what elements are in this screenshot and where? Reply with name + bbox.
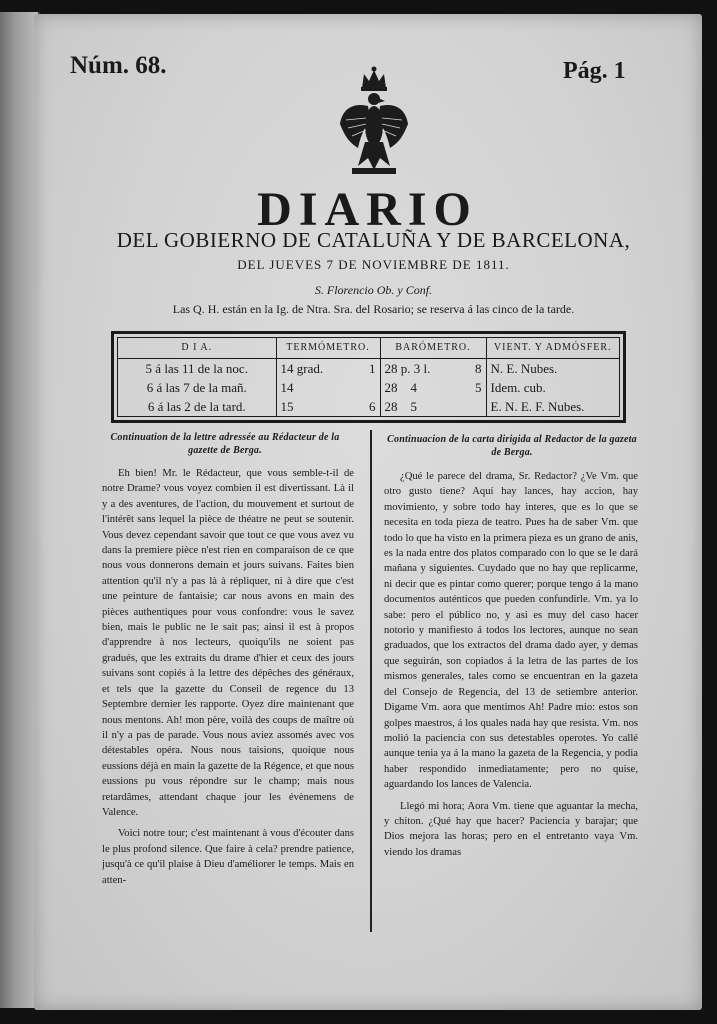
barometer-value: 28 5 — [384, 398, 417, 414]
article-paragraph: Eh bien! Mr. le Rédacteur, que vous semble-t-il de notre Drame? vous voyez combien il est divertissant. Là il y a des aventures, de l'action, du mouvement et surtout de l'intérêt sans lequel la pièce de théatre ne peut se soutenir. Vous devez cependant savoir que tout ce que vous avez vu dans la premiere pièce n'est rien en comparaison de ce que nous vous donnerons demain et jours suivans. Faites bien attention qu'il n'y a pas là à répliquer, ni à dire que c'est une peinture de fantaisie; car nous avons en main des pièces authentiques pour vous confondre: vous le savez bien, mais le public ne le sait pas; ainsi il est à propos d'apprendre à nos lecteurs, quoiqu'ils ne soient pas gradués, que les extraits du drame d'hier et ceux des jours suivans sont copiés à la lettre des dépêches des généraux, et tels que la gazette du Conseil de regence du 13 Septembre dernier les rapporte. Oyez dire maintenant que nous mentons. Ah! mon père, voilà des coups de maître où il n'y a pas de parade. Vous nous aviez assomés avec vos détestables opéra. Nous nous taisions, quoique nous eussions déjà en main la gazette de la Régence, et que nous eussions pu vous répondre sur le champ; mais nous retardâmes, attendant chaque jour les évènemens de Valence. — [102, 468, 354, 818]
church-notice: Las Q. H. están en la Ig. de Ntra. Sra. del Rosario; se reserva á las cinco de la tarde. — [172, 302, 575, 316]
spanish-article-title: Continuacion de la carta dirigida al Redactor de la gazeta de Berga. — [387, 434, 637, 458]
barometer-value: 28 4 — [384, 379, 417, 395]
thermometer-fraction: 1 — [369, 360, 376, 376]
article-paragraph: Voici notre tour; c'est maintenant à vous d'écouter dans le plus profond silence. Que faire à cela? prendre patience, jusqu'à ce qu'il plaise à Dieu d'améliorer le temps. Mais en atten- — [102, 828, 354, 886]
barometer-fraction: 5 — [475, 379, 482, 395]
saint-of-day: S. Florencio Ob. y Conf. — [314, 283, 433, 297]
thermometer-value: 14 — [280, 379, 294, 395]
weather-header-thermometer: TERMÓMETRO. — [276, 338, 380, 358]
article-paragraph: ¿Qué le parece del drama, Sr. Redactor? ¿Ve Vm. que otro gusto tiene? Aquí hay lances, hay accion, hay movimiento, y sobre todo hay interes, que es lo que se necesita en toda pieza de teatro. Pues ha de saber Vm. que todo lo que ha visto en la primera pieza es un grano de anis, es la nada entre dos platos comparado con lo que se le dará mañana y siguientes. Cuydado que no hay que replicarme, ni decir que es pintar como querer; porque tengo á la mano documentos auténticos que pueden confundirle. Vm. ya lo sabe: pero el público no, y asi es muy del caso hacer notorio y manifiesto á todos los lectores, aunque no sean graduados, que los extractos del drama dado ayer, y demas que seguirán, son copiados á la letra de las partes de los mismos generales, tales como se encuentran en la gazeta del Consejo de Regencia, del 13 de setiembre anterior. Digame Vm. aora que mentimos Ah! Padre mio: estos son golpes maestros, á los quales nada hay que resista. Vm. nos molió la paciencia con sus detestables operotes. Yo callé aunque tenia ya á la mano la gazeta de la Regencia, y podia haber respondido inmediatamente; pero no quise, aguardando los lances de Valencia. — [384, 471, 638, 791]
wind-cell: Idem. cub. — [490, 379, 546, 395]
thermometer-value: 14 grad. — [280, 360, 324, 376]
column-divider — [370, 430, 372, 932]
wind-cell: E. N. E. F. Nubes. — [490, 398, 585, 414]
spanish-article-body — [384, 469, 638, 924]
page-number: Pág. 1 — [563, 58, 626, 84]
weather-day-cell: 5 á las 11 de la noc. — [118, 358, 276, 378]
crowned-eagle-emblem-icon — [338, 62, 410, 180]
newspaper-title: DIARIO — [257, 183, 478, 236]
french-article-body — [102, 466, 354, 926]
table-row — [118, 358, 619, 378]
weather-header-barometer: BARÓMETRO. — [380, 338, 486, 358]
french-article-title: Continuation de la lettre adressée au Rédacteur de la gazette de Berga. — [110, 432, 340, 456]
issue-date: DEL JUEVES 7 DE NOVIEMBRE DE 1811. — [237, 257, 510, 272]
wind-cell: N. E. Nubes. — [490, 360, 558, 376]
weather-table — [111, 331, 626, 423]
barometer-value: 28 p. 3 l. — [384, 360, 431, 376]
thermometer-value: 15 — [280, 398, 294, 414]
article-paragraph: Llegó mi hora; Aora Vm. tiene que aguantar la mecha, y chiton. ¿Qué hay que hacer? Paciencia y barajar; que Dios mejora las horas; pero en el entretanto vaya Vm. viendo los dramas — [384, 800, 638, 858]
barometer-fraction: 8 — [475, 360, 482, 376]
weather-day-cell: 6 á las 7 de la mañ. — [118, 378, 276, 397]
newspaper-subtitle: DEL GOBIERNO DE CATALUÑA Y DE BARCELONA, — [116, 228, 631, 252]
table-row — [118, 397, 619, 416]
table-row — [118, 378, 619, 397]
weather-day-cell: 6 á las 2 de la tard. — [118, 397, 276, 416]
thermometer-fraction: 6 — [369, 398, 376, 414]
weather-header-wind: VIENT. Y ADMÓSFER. — [486, 338, 619, 358]
weather-header-day: D I A. — [118, 338, 276, 358]
issue-number: Núm. 68. — [70, 52, 167, 79]
